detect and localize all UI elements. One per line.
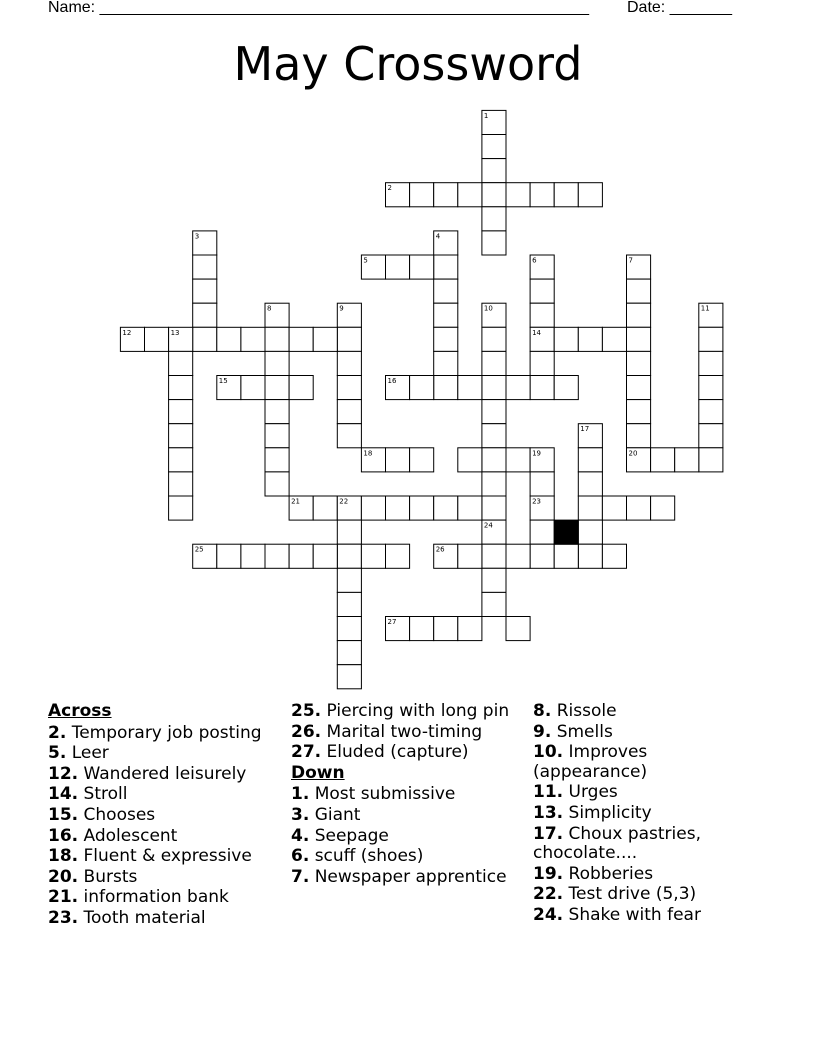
clue-item-number: 19.: [533, 863, 564, 884]
grid-cell[interactable]: [458, 544, 482, 568]
grid-cell[interactable]: [699, 424, 723, 448]
clue-number: 23: [532, 497, 542, 506]
clue-number: 13: [170, 328, 180, 337]
clue-number: 16: [387, 377, 397, 385]
clue-item: [48, 785, 273, 805]
grid-cell[interactable]: [578, 544, 602, 568]
grid-cell[interactable]: [554, 183, 578, 207]
clue-item: [291, 702, 516, 722]
clue-number: 25: [194, 545, 204, 554]
grid-cell[interactable]: [482, 376, 506, 400]
clue-item-text: Eluded (capture): [326, 742, 469, 763]
clue-number: 4: [435, 232, 441, 241]
clue-item: [533, 702, 758, 722]
grid-cell[interactable]: [410, 255, 434, 279]
grid-cell[interactable]: [337, 520, 361, 544]
grid-cell[interactable]: [627, 400, 651, 424]
grid-cell[interactable]: [410, 183, 434, 207]
grid-cell[interactable]: [145, 327, 169, 351]
grid-cell[interactable]: [482, 400, 506, 424]
grid-cell[interactable]: [434, 496, 458, 520]
grid-cell[interactable]: [410, 617, 434, 641]
clue-number: 27: [387, 618, 397, 626]
clue-item-text: information bank: [83, 887, 229, 908]
grid-cell[interactable]: [530, 544, 554, 568]
grid-cell[interactable]: [361, 544, 385, 568]
grid-cell[interactable]: [506, 544, 530, 568]
clue-number: 19: [532, 449, 542, 458]
clue-item-text: Seepage: [314, 825, 389, 846]
clue-number: 26: [435, 545, 445, 554]
clue-item-number: 23.: [48, 907, 79, 928]
clue-item-text: Choux pastries, chocolate....: [533, 823, 701, 864]
grid-cell[interactable]: [169, 472, 193, 496]
grid-cell[interactable]: [265, 448, 289, 472]
grid-cell[interactable]: [530, 472, 554, 496]
clue-item-text: Tooth material: [83, 907, 206, 928]
clue-number: 17: [580, 425, 590, 434]
grid-cell[interactable]: [313, 496, 337, 520]
grid-cell[interactable]: [458, 617, 482, 641]
grid-cell[interactable]: [602, 496, 626, 520]
clue-item-text: Stroll: [83, 784, 128, 805]
clue-item-number: 3.: [291, 804, 310, 825]
clue-item-number: 14.: [48, 784, 79, 805]
grid-cell[interactable]: [337, 544, 361, 568]
grid-cell[interactable]: [482, 351, 506, 375]
clue-section-heading: Down: [291, 762, 345, 783]
grid-cell[interactable]: [578, 183, 602, 207]
clue-item-number: 8.: [533, 701, 552, 721]
grid-cell[interactable]: [506, 617, 530, 641]
grid-cell[interactable]: [193, 303, 217, 327]
grid-cell[interactable]: [627, 327, 651, 351]
grid-cell[interactable]: [530, 303, 554, 327]
grid-cell[interactable]: [651, 448, 675, 472]
grid-cell[interactable]: [410, 496, 434, 520]
grid-cell[interactable]: [530, 520, 554, 544]
grid-cell[interactable]: [193, 279, 217, 303]
grid-cell[interactable]: [458, 183, 482, 207]
grid-cell[interactable]: [193, 255, 217, 279]
grid-cell[interactable]: [699, 327, 723, 351]
clue-item-number: 27.: [291, 742, 322, 763]
grid-cell[interactable]: [337, 641, 361, 665]
clue-item: [533, 906, 758, 926]
clue-number: 5: [363, 256, 368, 265]
grid-cell[interactable]: [169, 496, 193, 520]
grid-cell[interactable]: [482, 183, 506, 207]
clue-item-text: Marital two-timing: [326, 721, 483, 742]
clue-item-text: Fluent & expressive: [83, 846, 252, 867]
grid-cell[interactable]: [578, 472, 602, 496]
grid-cell[interactable]: [434, 327, 458, 351]
clue-number: 7: [628, 256, 633, 265]
clue-item-number: 13.: [533, 802, 564, 823]
page-title: May Crossword: [233, 37, 583, 91]
grid-cell[interactable]: [627, 279, 651, 303]
clue-item: [48, 888, 273, 908]
grid-cell[interactable]: [434, 255, 458, 279]
grid-cell[interactable]: [265, 472, 289, 496]
clue-item-number: 11.: [533, 782, 564, 803]
clue-item: [533, 783, 758, 803]
clue-item-text: Simplicity: [568, 802, 652, 823]
grid-cell[interactable]: [530, 183, 554, 207]
clue-number: 14: [532, 328, 542, 337]
clue-item-text: Giant: [314, 804, 361, 825]
clue-item-text: Chooses: [83, 804, 156, 825]
grid-cell[interactable]: [337, 376, 361, 400]
clue-item-number: 1.: [291, 784, 310, 805]
clue-item: [291, 785, 516, 805]
clue-column-1: [48, 702, 273, 930]
clue-item-text: Robberies: [568, 863, 654, 884]
clue-item-number: 25.: [291, 701, 322, 721]
clue-item-text: Bursts: [83, 866, 138, 887]
clue-item-number: 2.: [48, 722, 67, 743]
grid-cell[interactable]: [434, 617, 458, 641]
grid-cell[interactable]: [578, 327, 602, 351]
grid-cell[interactable]: [627, 376, 651, 400]
grid-cell[interactable]: [169, 376, 193, 400]
clue-item-number: 7.: [291, 866, 310, 887]
grid-cell[interactable]: [217, 544, 241, 568]
grid-cell[interactable]: [313, 327, 337, 351]
grid-cell[interactable]: [578, 520, 602, 544]
grid-cell[interactable]: [627, 424, 651, 448]
grid-cell[interactable]: [289, 327, 313, 351]
clue-item-text: Most submissive: [314, 784, 456, 805]
grid-cell[interactable]: [265, 376, 289, 400]
grid-cell[interactable]: [482, 544, 506, 568]
grid-cell[interactable]: [602, 327, 626, 351]
grid-cell[interactable]: [530, 351, 554, 375]
grid-cell[interactable]: [578, 496, 602, 520]
clue-item: [533, 825, 758, 864]
grid-cell[interactable]: [434, 279, 458, 303]
clue-item: [48, 724, 273, 744]
clue-item: [48, 909, 273, 929]
clue-item: [291, 827, 516, 847]
clue-number: 3: [194, 232, 200, 241]
grid-cell[interactable]: [482, 231, 506, 255]
grid-cell[interactable]: [482, 424, 506, 448]
clue-item: [48, 868, 273, 888]
clue-item-number: 10.: [533, 742, 564, 763]
clue-item: [533, 804, 758, 824]
grid-cell[interactable]: [217, 327, 241, 351]
clue-number: 12: [122, 328, 132, 337]
grid-cell[interactable]: [289, 376, 313, 400]
grid-cell[interactable]: [506, 376, 530, 400]
grid-cell[interactable]: [169, 351, 193, 375]
clue-number: 22: [339, 497, 349, 506]
clue-item-number: 26.: [291, 721, 322, 742]
grid-cell[interactable]: [386, 496, 410, 520]
grid-cell[interactable]: [699, 376, 723, 400]
grid-cell[interactable]: [482, 327, 506, 351]
clue-item: [533, 743, 758, 782]
grid-cell[interactable]: [434, 376, 458, 400]
clue-number: 15: [218, 377, 228, 385]
clue-item-number: 15.: [48, 804, 79, 825]
grid-cell[interactable]: [337, 665, 361, 689]
grid-cell[interactable]: [193, 327, 217, 351]
clue-item: [533, 723, 758, 743]
clue-item-number: 24.: [533, 904, 564, 925]
clue-item-number: 22.: [533, 884, 564, 905]
clue-number: 6: [532, 256, 537, 265]
grid-cell[interactable]: [241, 327, 265, 351]
date-field-label: Date: _______: [627, 0, 732, 16]
grid-cell[interactable]: [482, 135, 506, 159]
clue-item-number: 9.: [533, 721, 552, 742]
clue-number: 21: [291, 497, 301, 506]
grid-cell[interactable]: [530, 279, 554, 303]
clue-item-number: 5.: [48, 743, 67, 764]
clue-item-text: Leer: [71, 743, 109, 764]
clue-number: 11: [700, 304, 710, 313]
clue-item: [48, 806, 273, 826]
blocked-cell: [554, 520, 578, 544]
grid-cell[interactable]: [554, 327, 578, 351]
clue-item: [48, 827, 273, 847]
clue-item-text: Test drive (5,3): [568, 884, 697, 905]
grid-cell[interactable]: [434, 351, 458, 375]
grid-cell[interactable]: [289, 544, 313, 568]
grid-cell[interactable]: [265, 544, 289, 568]
grid-cell[interactable]: [458, 496, 482, 520]
clue-item: [291, 847, 516, 867]
clue-item-text: Smells: [556, 721, 613, 742]
grid-cell[interactable]: [337, 351, 361, 375]
clue-item: [533, 885, 758, 905]
grid-cell[interactable]: [651, 496, 675, 520]
clue-item-text: Adolescent: [83, 825, 178, 846]
grid-cell[interactable]: [169, 448, 193, 472]
grid-cell[interactable]: [482, 472, 506, 496]
grid-cell[interactable]: [337, 400, 361, 424]
clue-item: [291, 868, 516, 888]
grid-cell[interactable]: [386, 255, 410, 279]
grid-cell[interactable]: [337, 592, 361, 616]
clue-number: 18: [363, 449, 373, 458]
grid-cell[interactable]: [482, 496, 506, 520]
clue-item: [291, 723, 516, 743]
grid-cell[interactable]: [410, 376, 434, 400]
clue-item: [291, 743, 516, 763]
grid-cell[interactable]: [482, 159, 506, 183]
grid-cell[interactable]: [410, 448, 434, 472]
grid-cell[interactable]: [458, 376, 482, 400]
clue-item-number: 17.: [533, 823, 564, 844]
grid-cell[interactable]: [386, 448, 410, 472]
grid-cell[interactable]: [554, 376, 578, 400]
clue-number: 24: [483, 521, 493, 530]
clue-item-text: Urges: [568, 782, 618, 803]
grid-cell[interactable]: [699, 351, 723, 375]
clue-item-text: Newspaper apprentice: [314, 866, 507, 887]
clue-number: 9: [339, 304, 344, 313]
clue-item: [533, 865, 758, 885]
grid-cell[interactable]: [265, 400, 289, 424]
grid-cell[interactable]: [337, 617, 361, 641]
clue-column-2: [291, 702, 516, 888]
clue-item: [48, 744, 273, 764]
clue-item: [291, 806, 516, 826]
grid-cell[interactable]: [169, 400, 193, 424]
name-field-label: Name: _______________________________________________________: [48, 0, 589, 16]
grid-cell[interactable]: [361, 496, 385, 520]
grid-cell[interactable]: [506, 448, 530, 472]
clue-item: [48, 765, 273, 785]
clue-number: 20: [628, 449, 638, 458]
clue-item-text: Shake with fear: [568, 904, 701, 925]
grid-cell[interactable]: [265, 327, 289, 351]
grid-cell[interactable]: [482, 568, 506, 592]
clue-item-number: 21.: [48, 887, 79, 908]
clue-item-number: 4.: [291, 825, 310, 846]
grid-cell[interactable]: [530, 376, 554, 400]
grid-cell[interactable]: [699, 448, 723, 472]
clue-item-text: scuff (shoes): [314, 846, 424, 867]
clue-item-text: Wandered leisurely: [83, 763, 247, 784]
grid-cell[interactable]: [313, 544, 337, 568]
grid-cell[interactable]: [265, 424, 289, 448]
clue-item-number: 6.: [291, 846, 310, 867]
grid-cell[interactable]: [169, 424, 193, 448]
clue-item-number: 12.: [48, 763, 79, 784]
clue-item-text: Piercing with long pin: [326, 701, 510, 721]
clue-section-heading: Across: [48, 701, 112, 721]
grid-cell[interactable]: [482, 448, 506, 472]
grid-cell[interactable]: [434, 303, 458, 327]
clue-item-text: Temporary job posting: [71, 722, 262, 743]
grid-cell[interactable]: [265, 351, 289, 375]
clue-item-text: Improves (appearance): [533, 742, 648, 782]
grid-cell[interactable]: [337, 568, 361, 592]
grid-cell[interactable]: [386, 544, 410, 568]
clue-item-number: 16.: [48, 825, 79, 846]
grid-cell[interactable]: [482, 592, 506, 616]
clue-column-3: [533, 702, 758, 927]
grid-cell[interactable]: [627, 351, 651, 375]
clue-item-number: 20.: [48, 866, 79, 887]
grid-cell[interactable]: [602, 544, 626, 568]
clue-number: 8: [267, 304, 272, 313]
grid-cell[interactable]: [506, 183, 530, 207]
grid-cell[interactable]: [241, 544, 265, 568]
grid-cell[interactable]: [337, 424, 361, 448]
grid-cell[interactable]: [627, 496, 651, 520]
clue-number: 1: [483, 111, 489, 120]
grid-cell[interactable]: [241, 376, 265, 400]
grid-cell[interactable]: [458, 448, 482, 472]
grid-cell[interactable]: [482, 207, 506, 231]
clue-number: 2: [387, 184, 392, 193]
grid-cell[interactable]: [554, 544, 578, 568]
clue-number: 10: [483, 304, 493, 313]
grid-cell[interactable]: [675, 448, 699, 472]
clue-item-number: 18.: [48, 846, 79, 867]
grid-cell[interactable]: [699, 400, 723, 424]
clue-item: [48, 847, 273, 867]
grid-cell[interactable]: [337, 327, 361, 351]
grid-cell[interactable]: [434, 183, 458, 207]
clue-item-text: Rissole: [556, 701, 617, 721]
grid-cell[interactable]: [578, 448, 602, 472]
grid-cell[interactable]: [627, 303, 651, 327]
